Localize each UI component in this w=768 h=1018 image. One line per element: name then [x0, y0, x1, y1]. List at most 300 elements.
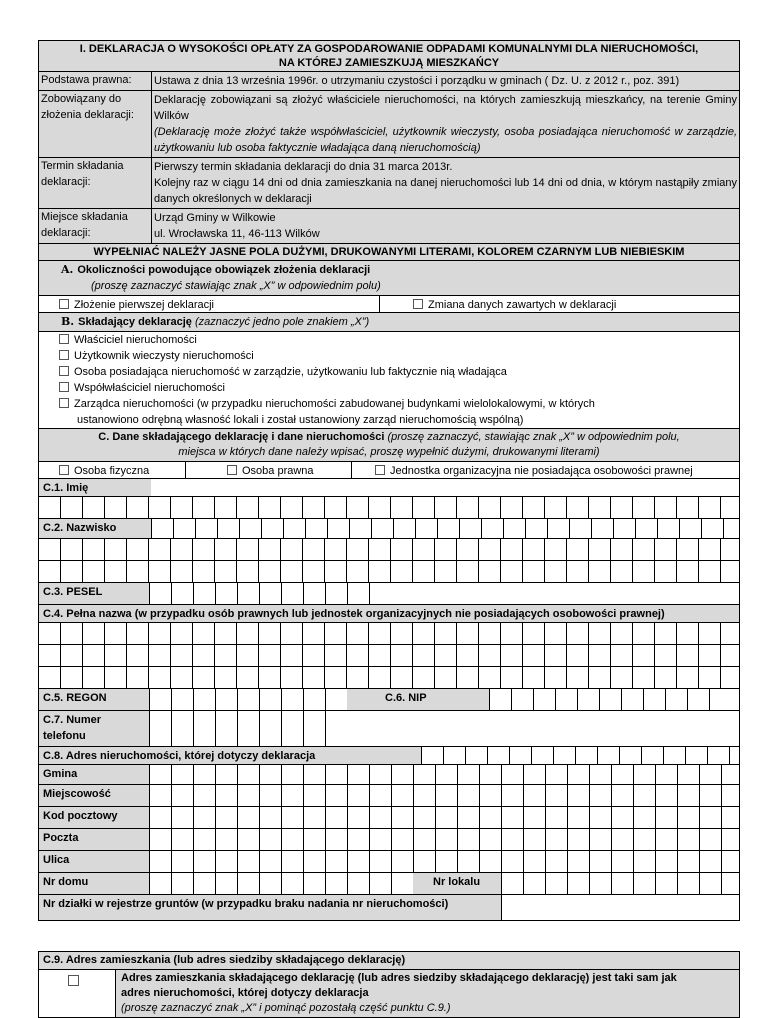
- letter-cell[interactable]: [522, 645, 544, 666]
- option-change-data[interactable]: [411, 297, 616, 313]
- letter-cell[interactable]: [193, 583, 215, 604]
- letter-cell[interactable]: [258, 497, 280, 518]
- letter-cell[interactable]: [721, 829, 743, 850]
- letter-cell[interactable]: [721, 807, 743, 828]
- checkbox[interactable]: [413, 299, 423, 309]
- letter-cell[interactable]: [676, 667, 698, 688]
- letter-cell[interactable]: [501, 807, 523, 828]
- letter-cell[interactable]: [633, 873, 655, 894]
- checkbox[interactable]: [375, 465, 385, 475]
- letter-cell[interactable]: [478, 539, 500, 560]
- letter-cell[interactable]: [434, 561, 456, 582]
- letter-cell[interactable]: [170, 561, 192, 582]
- c2-input-row-1[interactable]: [38, 539, 740, 561]
- letter-cell[interactable]: [412, 623, 434, 644]
- letter-cell[interactable]: [149, 765, 171, 784]
- letter-cell[interactable]: [698, 539, 720, 560]
- letter-cell[interactable]: [589, 807, 611, 828]
- letter-cell[interactable]: [632, 497, 654, 518]
- letter-cell[interactable]: [236, 497, 258, 518]
- letter-cell[interactable]: [149, 873, 171, 894]
- c9-checkbox[interactable]: [68, 975, 79, 986]
- letter-cell[interactable]: [347, 765, 369, 784]
- option-natural-person[interactable]: [57, 463, 149, 479]
- letter-cell[interactable]: [171, 851, 193, 872]
- letter-cell[interactable]: [501, 829, 523, 850]
- miejscowosc-cells[interactable]: [149, 785, 743, 806]
- letter-cell[interactable]: [720, 497, 742, 518]
- letter-cell[interactable]: [391, 765, 413, 784]
- letter-cell[interactable]: [215, 689, 237, 710]
- letter-cell[interactable]: [677, 785, 699, 806]
- letter-cell[interactable]: [148, 539, 170, 560]
- regon-cells[interactable]: [149, 689, 347, 710]
- letter-cell[interactable]: [545, 807, 567, 828]
- letter-cell[interactable]: [391, 785, 413, 806]
- letter-cell[interactable]: [192, 561, 214, 582]
- letter-cell[interactable]: [544, 561, 566, 582]
- letter-cell[interactable]: [654, 539, 676, 560]
- letter-cell[interactable]: [259, 765, 281, 784]
- letter-cell[interactable]: [258, 645, 280, 666]
- letter-cell[interactable]: [390, 497, 412, 518]
- letter-cell[interactable]: [280, 667, 302, 688]
- letter-cell[interactable]: [567, 785, 589, 806]
- letter-cell[interactable]: [654, 667, 676, 688]
- letter-cell[interactable]: [259, 689, 281, 710]
- letter-cell[interactable]: [566, 667, 588, 688]
- letter-cell[interactable]: [369, 785, 391, 806]
- letter-cell[interactable]: [346, 497, 368, 518]
- letter-cell[interactable]: [346, 539, 368, 560]
- letter-cell[interactable]: [171, 689, 193, 710]
- letter-cell[interactable]: [489, 689, 511, 710]
- letter-cell[interactable]: [544, 667, 566, 688]
- checkbox[interactable]: [59, 382, 69, 392]
- letter-cell[interactable]: [567, 807, 589, 828]
- letter-cell[interactable]: [346, 623, 368, 644]
- letter-cell[interactable]: [457, 851, 479, 872]
- letter-cell[interactable]: [302, 561, 324, 582]
- letter-cell[interactable]: [434, 667, 456, 688]
- letter-cell[interactable]: [390, 623, 412, 644]
- letter-cell[interactable]: [280, 561, 302, 582]
- checkbox[interactable]: [59, 398, 69, 408]
- letter-cell[interactable]: [676, 561, 698, 582]
- letter-cell[interactable]: [38, 645, 60, 666]
- letter-cell[interactable]: [478, 561, 500, 582]
- letter-cell[interactable]: [567, 829, 589, 850]
- letter-cell[interactable]: [369, 873, 391, 894]
- letter-cell[interactable]: [126, 667, 148, 688]
- letter-cell[interactable]: [523, 807, 545, 828]
- letter-cell[interactable]: [699, 829, 721, 850]
- letter-cell[interactable]: [280, 623, 302, 644]
- letter-cell[interactable]: [170, 667, 192, 688]
- option-perpetual-user[interactable]: [39, 348, 739, 364]
- letter-cell[interactable]: [149, 785, 171, 806]
- letter-cell[interactable]: [633, 851, 655, 872]
- letter-cell[interactable]: [82, 561, 104, 582]
- letter-cell[interactable]: [511, 689, 533, 710]
- letter-cell[interactable]: [588, 623, 610, 644]
- letter-cell[interactable]: [655, 765, 677, 784]
- letter-cell[interactable]: [259, 583, 281, 604]
- letter-cell[interactable]: [413, 785, 435, 806]
- letter-cell[interactable]: [325, 785, 347, 806]
- checkbox[interactable]: [59, 465, 69, 475]
- letter-cell[interactable]: [149, 851, 171, 872]
- option-first-declaration[interactable]: [57, 297, 214, 313]
- letter-cell[interactable]: [709, 689, 731, 710]
- letter-cell[interactable]: [654, 623, 676, 644]
- letter-cell[interactable]: [237, 873, 259, 894]
- letter-cell[interactable]: [236, 645, 258, 666]
- letter-cell[interactable]: [369, 807, 391, 828]
- letter-cell[interactable]: [214, 561, 236, 582]
- letter-cell[interactable]: [522, 667, 544, 688]
- letter-cell[interactable]: [259, 785, 281, 806]
- letter-cell[interactable]: [588, 539, 610, 560]
- letter-cell[interactable]: [368, 645, 390, 666]
- letter-cell[interactable]: [478, 623, 500, 644]
- letter-cell[interactable]: [368, 667, 390, 688]
- letter-cell[interactable]: [500, 539, 522, 560]
- letter-cell[interactable]: [38, 623, 60, 644]
- letter-cell[interactable]: [501, 851, 523, 872]
- letter-cell[interactable]: [368, 539, 390, 560]
- letter-cell[interactable]: [369, 765, 391, 784]
- letter-cell[interactable]: [347, 583, 369, 604]
- letter-cell[interactable]: [544, 645, 566, 666]
- letter-cell[interactable]: [324, 645, 346, 666]
- letter-cell[interactable]: [655, 851, 677, 872]
- letter-cell[interactable]: [281, 583, 303, 604]
- letter-cell[interactable]: [236, 561, 258, 582]
- letter-cell[interactable]: [456, 645, 478, 666]
- letter-cell[interactable]: [435, 807, 457, 828]
- letter-cell[interactable]: [193, 711, 215, 746]
- letter-cell[interactable]: [193, 689, 215, 710]
- letter-cell[interactable]: [566, 623, 588, 644]
- letter-cell[interactable]: [347, 873, 369, 894]
- letter-cell[interactable]: [611, 807, 633, 828]
- letter-cell[interactable]: [324, 497, 346, 518]
- letter-cell[interactable]: [237, 829, 259, 850]
- letter-cell[interactable]: [720, 623, 742, 644]
- letter-cell[interactable]: [720, 539, 742, 560]
- letter-cell[interactable]: [589, 829, 611, 850]
- letter-cell[interactable]: [236, 623, 258, 644]
- letter-cell[interactable]: [479, 765, 501, 784]
- letter-cell[interactable]: [369, 829, 391, 850]
- letter-cell[interactable]: [677, 807, 699, 828]
- letter-cell[interactable]: [390, 645, 412, 666]
- letter-cell[interactable]: [434, 497, 456, 518]
- letter-cell[interactable]: [281, 873, 303, 894]
- letter-cell[interactable]: [215, 711, 237, 746]
- letter-cell[interactable]: [501, 873, 523, 894]
- letter-cell[interactable]: [368, 561, 390, 582]
- letter-cell[interactable]: [192, 667, 214, 688]
- letter-cell[interactable]: [214, 539, 236, 560]
- letter-cell[interactable]: [456, 497, 478, 518]
- c4-input-row-2[interactable]: [38, 645, 740, 667]
- letter-cell[interactable]: [281, 807, 303, 828]
- letter-cell[interactable]: [346, 561, 368, 582]
- letter-cell[interactable]: [303, 873, 325, 894]
- letter-cell[interactable]: [699, 873, 721, 894]
- letter-cell[interactable]: [171, 583, 193, 604]
- letter-cell[interactable]: [500, 623, 522, 644]
- letter-cell[interactable]: [555, 689, 577, 710]
- letter-cell[interactable]: [698, 561, 720, 582]
- letter-cell[interactable]: [325, 873, 347, 894]
- letter-cell[interactable]: [677, 765, 699, 784]
- letter-cells[interactable]: [38, 561, 742, 582]
- letter-cell[interactable]: [566, 497, 588, 518]
- letter-cell[interactable]: [677, 873, 699, 894]
- letter-cell[interactable]: [237, 807, 259, 828]
- letter-cell[interactable]: [479, 807, 501, 828]
- letter-cell[interactable]: [501, 765, 523, 784]
- letter-cell[interactable]: [413, 765, 435, 784]
- letter-cell[interactable]: [567, 873, 589, 894]
- checkbox[interactable]: [227, 465, 237, 475]
- letter-cell[interactable]: [412, 561, 434, 582]
- c4-input-row-3[interactable]: [38, 667, 740, 689]
- letter-cell[interactable]: [280, 539, 302, 560]
- letter-cell[interactable]: [479, 851, 501, 872]
- letter-cell[interactable]: [104, 645, 126, 666]
- letter-cell[interactable]: [170, 645, 192, 666]
- letter-cell[interactable]: [60, 667, 82, 688]
- letter-cell[interactable]: [500, 645, 522, 666]
- letter-cell[interactable]: [391, 807, 413, 828]
- c2-input-row-2[interactable]: [38, 561, 740, 583]
- letter-cell[interactable]: [434, 623, 456, 644]
- letter-cell[interactable]: [347, 807, 369, 828]
- letter-cell[interactable]: [215, 829, 237, 850]
- letter-cell[interactable]: [633, 785, 655, 806]
- letter-cell[interactable]: [457, 765, 479, 784]
- letter-cell[interactable]: [699, 851, 721, 872]
- letter-cell[interactable]: [545, 873, 567, 894]
- letter-cell[interactable]: [148, 645, 170, 666]
- letter-cell[interactable]: [665, 689, 687, 710]
- letter-cell[interactable]: [698, 497, 720, 518]
- letter-cell[interactable]: [478, 497, 500, 518]
- letter-cell[interactable]: [456, 561, 478, 582]
- letter-cell[interactable]: [302, 539, 324, 560]
- letter-cell[interactable]: [500, 497, 522, 518]
- letter-cells[interactable]: [38, 667, 742, 688]
- letter-cell[interactable]: [720, 645, 742, 666]
- letter-cell[interactable]: [82, 645, 104, 666]
- letter-cell[interactable]: [148, 623, 170, 644]
- gmina-cells[interactable]: [149, 765, 743, 784]
- letter-cell[interactable]: [390, 561, 412, 582]
- letter-cell[interactable]: [149, 807, 171, 828]
- letter-cell[interactable]: [214, 667, 236, 688]
- letter-cell[interactable]: [457, 785, 479, 806]
- letter-cell[interactable]: [60, 497, 82, 518]
- letter-cell[interactable]: [611, 829, 633, 850]
- letter-cell[interactable]: [347, 851, 369, 872]
- letter-cell[interactable]: [104, 497, 126, 518]
- letter-cell[interactable]: [325, 689, 347, 710]
- letter-cell[interactable]: [237, 711, 259, 746]
- letter-cell[interactable]: [412, 539, 434, 560]
- letter-cell[interactable]: [60, 561, 82, 582]
- letter-cell[interactable]: [148, 561, 170, 582]
- letter-cell[interactable]: [621, 689, 643, 710]
- letter-cell[interactable]: [258, 667, 280, 688]
- letter-cell[interactable]: [193, 851, 215, 872]
- checkbox[interactable]: [59, 334, 69, 344]
- letter-cell[interactable]: [611, 785, 633, 806]
- letter-cell[interactable]: [281, 765, 303, 784]
- letter-cell[interactable]: [82, 497, 104, 518]
- letter-cell[interactable]: [545, 765, 567, 784]
- letter-cell[interactable]: [589, 873, 611, 894]
- letter-cell[interactable]: [148, 497, 170, 518]
- letter-cell[interactable]: [126, 561, 148, 582]
- ulica-cells[interactable]: [149, 851, 743, 872]
- letter-cell[interactable]: [171, 873, 193, 894]
- letter-cell[interactable]: [523, 765, 545, 784]
- letter-cell[interactable]: [303, 689, 325, 710]
- letter-cell[interactable]: [610, 539, 632, 560]
- letter-cell[interactable]: [104, 561, 126, 582]
- letter-cell[interactable]: [149, 583, 171, 604]
- letter-cell[interactable]: [170, 539, 192, 560]
- letter-cell[interactable]: [171, 785, 193, 806]
- c4-input-row-1[interactable]: [38, 623, 740, 645]
- letter-cell[interactable]: [302, 623, 324, 644]
- letter-cell[interactable]: [390, 539, 412, 560]
- letter-cell[interactable]: [721, 765, 743, 784]
- letter-cell[interactable]: [303, 711, 325, 746]
- letter-cell[interactable]: [259, 829, 281, 850]
- letter-cell[interactable]: [215, 873, 237, 894]
- letter-cell[interactable]: [192, 645, 214, 666]
- letter-cell[interactable]: [632, 623, 654, 644]
- letter-cell[interactable]: [655, 829, 677, 850]
- letter-cell[interactable]: [236, 539, 258, 560]
- letter-cell[interactable]: [655, 785, 677, 806]
- letter-cell[interactable]: [237, 583, 259, 604]
- option-org-unit[interactable]: [373, 463, 693, 479]
- letter-cell[interactable]: [721, 851, 743, 872]
- letter-cell[interactable]: [588, 561, 610, 582]
- letter-cell[interactable]: [391, 873, 413, 894]
- letter-cell[interactable]: [588, 667, 610, 688]
- letter-cell[interactable]: [413, 851, 435, 872]
- letter-cell[interactable]: [214, 645, 236, 666]
- letter-cell[interactable]: [501, 785, 523, 806]
- letter-cell[interactable]: [38, 497, 60, 518]
- letter-cell[interactable]: [303, 765, 325, 784]
- letter-cell[interactable]: [533, 689, 555, 710]
- letter-cell[interactable]: [479, 829, 501, 850]
- letter-cell[interactable]: [171, 711, 193, 746]
- checkbox[interactable]: [59, 350, 69, 360]
- letter-cell[interactable]: [655, 807, 677, 828]
- letter-cell[interactable]: [303, 829, 325, 850]
- letter-cell[interactable]: [720, 667, 742, 688]
- letter-cell[interactable]: [676, 645, 698, 666]
- letter-cell[interactable]: [126, 497, 148, 518]
- letter-cell[interactable]: [522, 539, 544, 560]
- letter-cell[interactable]: [566, 645, 588, 666]
- letter-cell[interactable]: [325, 583, 347, 604]
- letter-cell[interactable]: [215, 583, 237, 604]
- letter-cell[interactable]: [60, 539, 82, 560]
- letter-cell[interactable]: [281, 785, 303, 806]
- letter-cell[interactable]: [303, 583, 325, 604]
- letter-cell[interactable]: [215, 807, 237, 828]
- letter-cell[interactable]: [522, 561, 544, 582]
- letter-cell[interactable]: [236, 667, 258, 688]
- letter-cell[interactable]: [632, 667, 654, 688]
- letter-cell[interactable]: [721, 873, 743, 894]
- letter-cell[interactable]: [456, 623, 478, 644]
- letter-cell[interactable]: [303, 851, 325, 872]
- letter-cell[interactable]: [434, 539, 456, 560]
- letter-cell[interactable]: [698, 667, 720, 688]
- letter-cells[interactable]: [38, 497, 742, 518]
- letter-cell[interactable]: [589, 765, 611, 784]
- letter-cell[interactable]: [633, 829, 655, 850]
- letter-cell[interactable]: [324, 623, 346, 644]
- letter-cell[interactable]: [478, 667, 500, 688]
- letter-cell[interactable]: [390, 667, 412, 688]
- letter-cell[interactable]: [544, 497, 566, 518]
- letter-cell[interactable]: [170, 623, 192, 644]
- letter-cell[interactable]: [698, 645, 720, 666]
- letter-cell[interactable]: [698, 623, 720, 644]
- letter-cell[interactable]: [259, 851, 281, 872]
- letter-cell[interactable]: [610, 623, 632, 644]
- letter-cell[interactable]: [259, 711, 281, 746]
- letter-cell[interactable]: [523, 785, 545, 806]
- letter-cell[interactable]: [258, 539, 280, 560]
- letter-cell[interactable]: [412, 645, 434, 666]
- nr-lokalu-cells[interactable]: [501, 873, 743, 894]
- letter-cell[interactable]: [611, 873, 633, 894]
- letter-cell[interactable]: [325, 711, 347, 746]
- letter-cell[interactable]: [171, 807, 193, 828]
- checkbox[interactable]: [59, 366, 69, 376]
- letter-cell[interactable]: [545, 851, 567, 872]
- letter-cell[interactable]: [324, 561, 346, 582]
- letter-cell[interactable]: [281, 851, 303, 872]
- letter-cell[interactable]: [632, 539, 654, 560]
- letter-cell[interactable]: [237, 785, 259, 806]
- letter-cell[interactable]: [677, 829, 699, 850]
- letter-cell[interactable]: [193, 873, 215, 894]
- letter-cell[interactable]: [654, 497, 676, 518]
- letter-cell[interactable]: [523, 829, 545, 850]
- letter-cell[interactable]: [479, 785, 501, 806]
- letter-cell[interactable]: [38, 539, 60, 560]
- letter-cell[interactable]: [566, 539, 588, 560]
- letter-cell[interactable]: [258, 561, 280, 582]
- letter-cell[interactable]: [391, 851, 413, 872]
- letter-cell[interactable]: [391, 829, 413, 850]
- letter-cell[interactable]: [588, 497, 610, 518]
